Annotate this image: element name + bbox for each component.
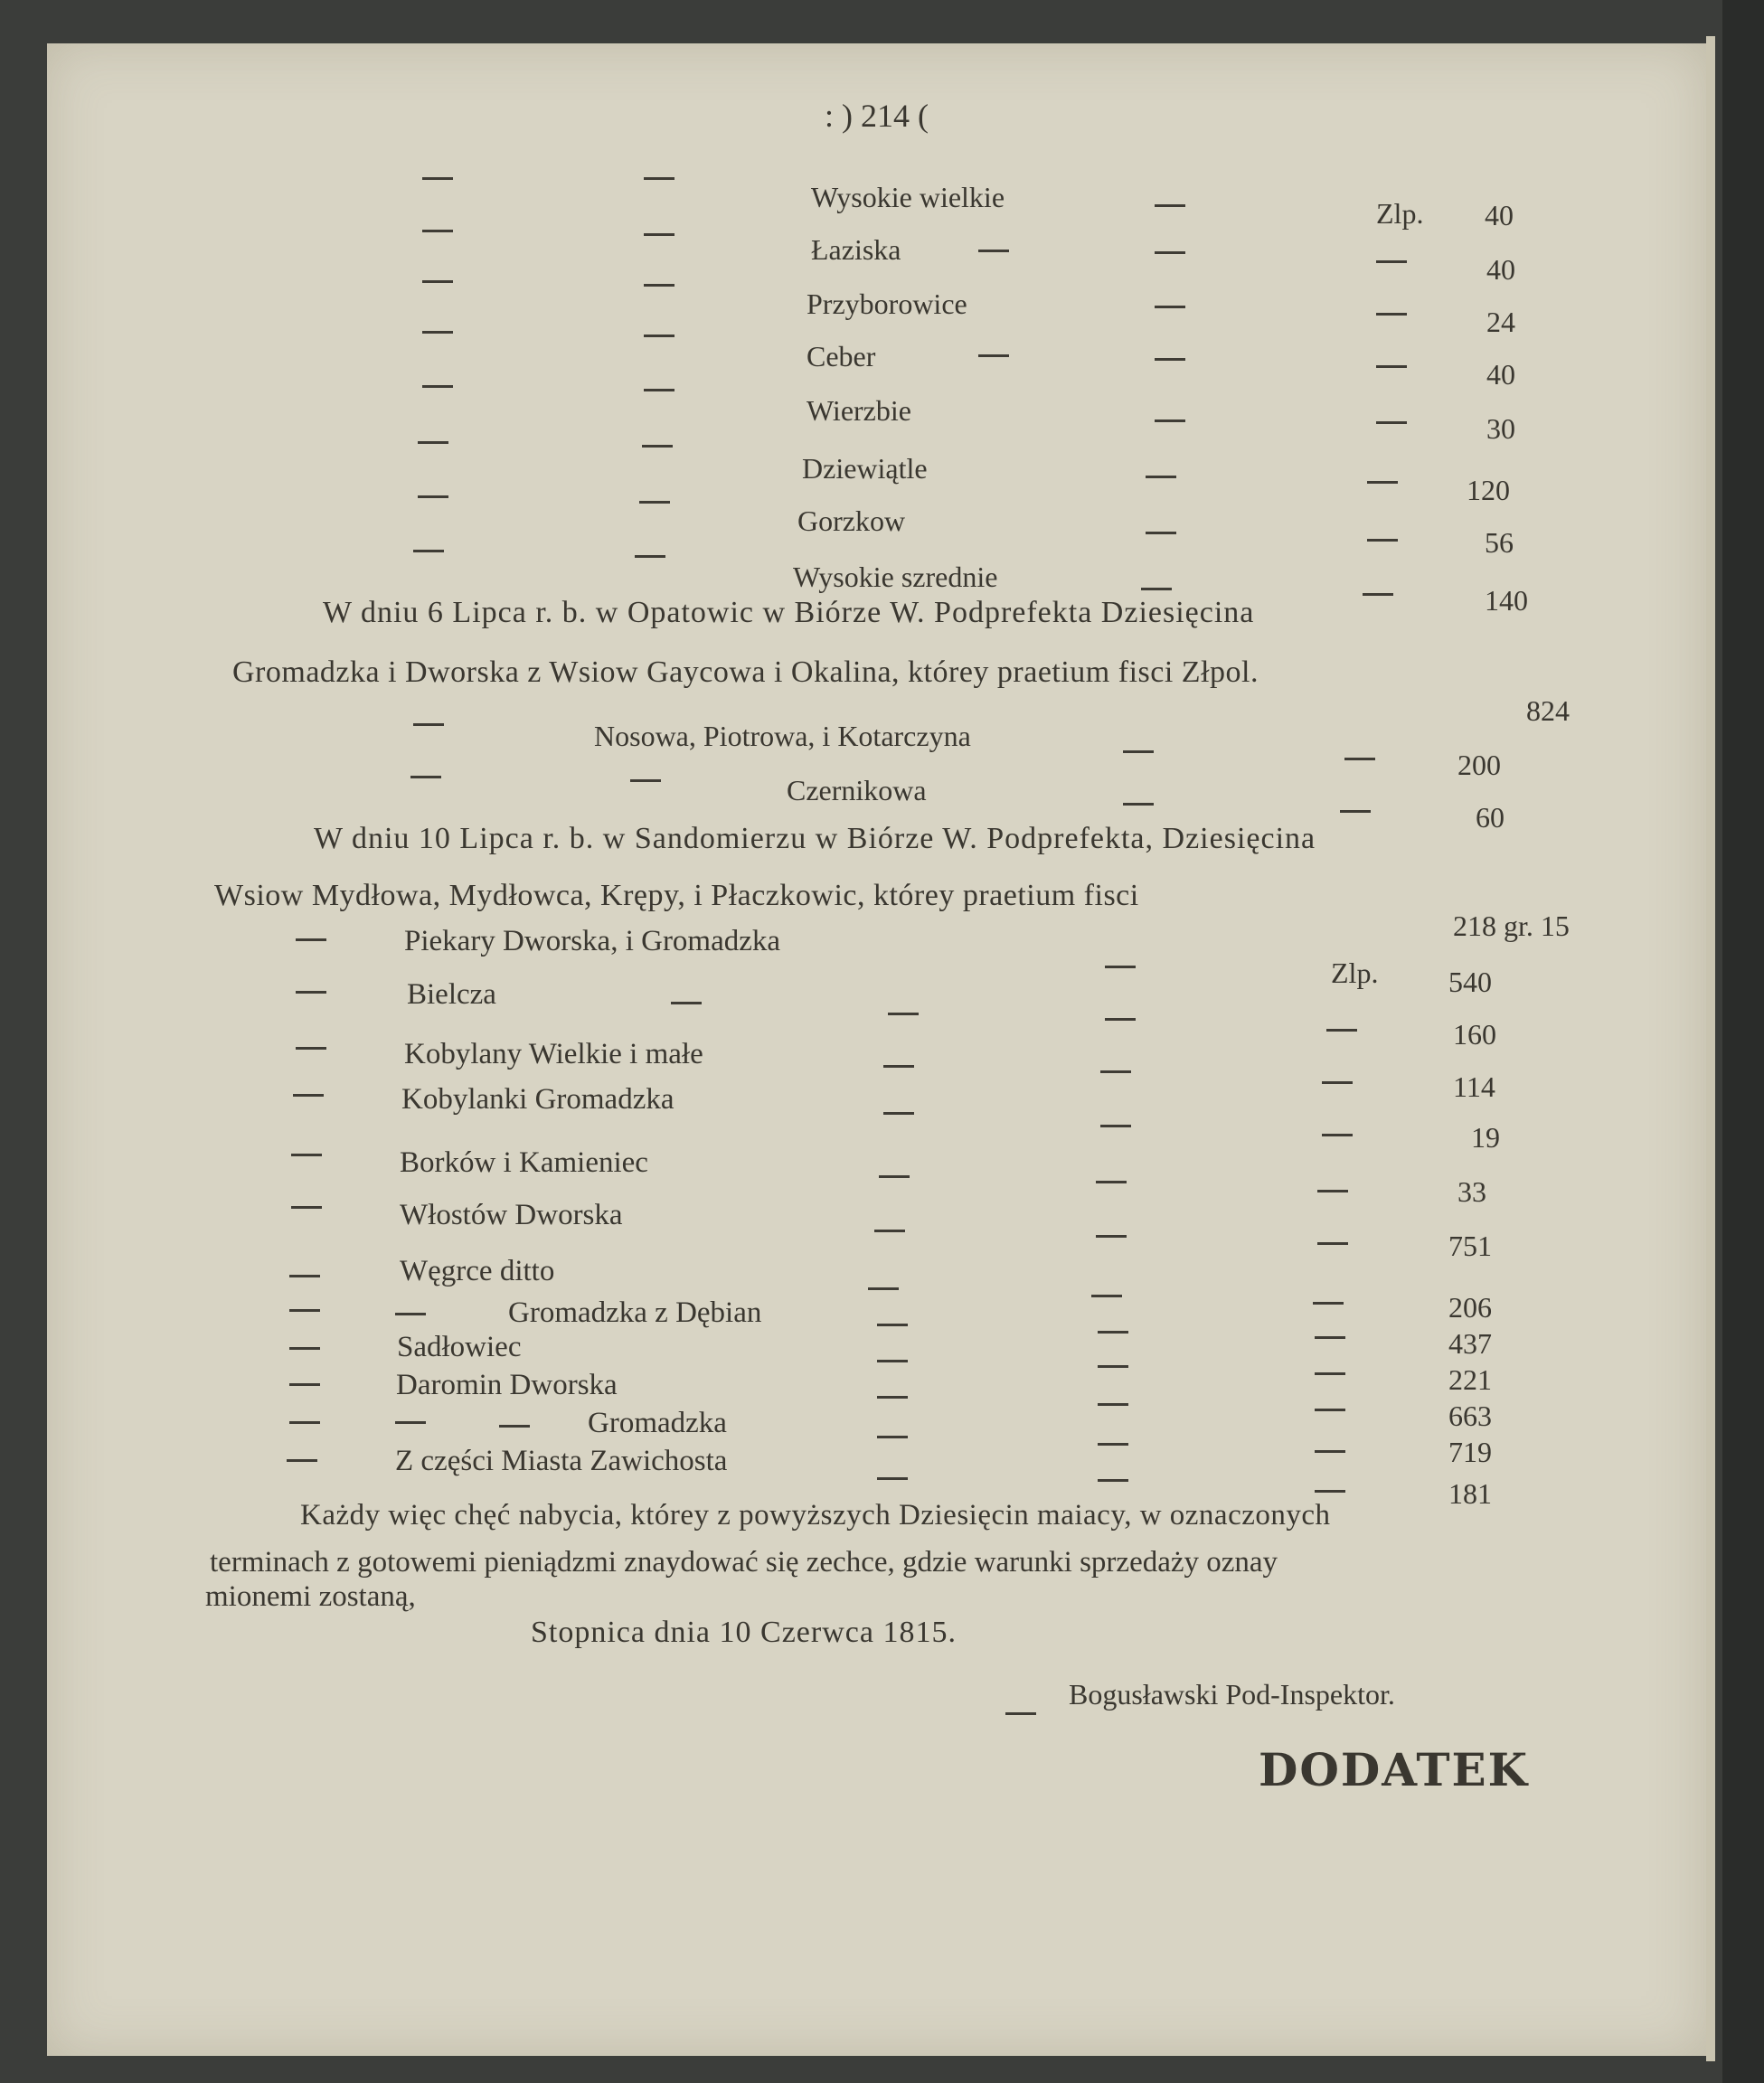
ditto-mark (888, 1013, 919, 1015)
announcement-line: Wsiow Mydłowa, Mydłowca, Krępy, i Płaczkowic, którey praetium fisci (214, 879, 1139, 912)
ditto-mark (410, 776, 441, 778)
ditto-mark (413, 723, 444, 726)
ditto-mark (1105, 1018, 1136, 1021)
ditto-mark (630, 779, 661, 782)
ditto-mark (1315, 1490, 1345, 1493)
amount: 206 (1448, 1291, 1492, 1324)
ditto-mark (395, 1313, 426, 1315)
ditto-mark (1376, 260, 1407, 263)
ditto-mark (1091, 1295, 1122, 1297)
amount: 824 (1526, 694, 1570, 727)
ditto-mark (1146, 532, 1176, 534)
ditto-mark (978, 250, 1009, 252)
ditto-mark (644, 233, 674, 236)
ditto-mark (1096, 1235, 1127, 1238)
list-item: Gorzkow (797, 504, 906, 537)
amount: 19 (1471, 1121, 1500, 1154)
ditto-mark (1141, 588, 1172, 590)
unit-label: Zlp. (1376, 197, 1424, 230)
ditto-mark (296, 991, 326, 994)
ditto-mark (1367, 481, 1398, 484)
list-item: Ceber (807, 340, 876, 372)
list-item: Gromadzka z Dębian (508, 1296, 762, 1329)
ditto-mark (291, 1154, 322, 1156)
ditto-mark (1322, 1134, 1353, 1136)
announcement-line: Gromadzka i Dworska z Wsiow Gaycowa i Okalina, którey praetium fisci Złpol. (232, 655, 1259, 689)
list-item: Dziewiątle (802, 452, 928, 485)
ditto-mark (422, 230, 453, 232)
ditto-mark (1123, 750, 1154, 753)
announcement-line: W dniu 6 Lipca r. b. w Opatowic w Biórze W. Podprefekta Dziesięcina (323, 596, 1255, 629)
ditto-mark (1105, 966, 1136, 968)
ditto-mark (291, 1206, 322, 1209)
ditto-mark (1367, 539, 1398, 542)
ditto-mark (1100, 1125, 1131, 1127)
ditto-mark (1096, 1181, 1127, 1183)
ditto-mark (1376, 421, 1407, 424)
amount: 751 (1448, 1230, 1492, 1262)
ditto-mark (644, 284, 674, 287)
ditto-mark (1155, 358, 1185, 361)
ditto-mark (1340, 810, 1371, 813)
ditto-mark (293, 1094, 324, 1097)
unit-label: Zlp. (1331, 957, 1379, 989)
ditto-mark (422, 177, 453, 180)
ditto-mark (395, 1421, 426, 1424)
ditto-mark (1100, 1070, 1131, 1073)
amount: 114 (1453, 1070, 1495, 1103)
ditto-mark (671, 1002, 702, 1004)
footer-heading: DODATEK (1259, 1743, 1530, 1796)
list-item: Sadłowiec (397, 1331, 522, 1363)
ditto-mark (1376, 365, 1407, 368)
ditto-mark (635, 555, 665, 558)
ditto-mark (422, 385, 453, 388)
ditto-mark (1146, 476, 1176, 478)
ditto-mark (296, 1047, 326, 1050)
ditto-mark (1155, 419, 1185, 422)
ditto-mark (1005, 1712, 1036, 1715)
amount: 40 (1486, 358, 1515, 391)
ditto-mark (644, 177, 674, 180)
ditto-mark (874, 1230, 905, 1232)
list-item: Wysokie szrednie (793, 561, 998, 593)
date-line: Stopnica dnia 10 Czerwca 1815. (531, 1616, 957, 1649)
ditto-mark (418, 495, 448, 498)
ditto-mark (1322, 1081, 1353, 1084)
ditto-mark (1376, 313, 1407, 316)
ditto-mark (883, 1112, 914, 1115)
page-edge (1706, 36, 1715, 2061)
list-item: Borków i Kamieniec (400, 1146, 648, 1179)
ditto-mark (877, 1324, 908, 1326)
ditto-mark (1317, 1242, 1348, 1245)
list-item: Z części Miasta Zawichosta (395, 1445, 728, 1477)
amount: 30 (1486, 412, 1515, 445)
list-item: Daromin Dworska (396, 1369, 618, 1401)
ditto-mark (877, 1436, 908, 1438)
list-item: Kobylany Wielkie i małe (404, 1038, 703, 1070)
list-item: Piekary Dworska, i Gromadzka (404, 925, 781, 957)
ditto-mark (499, 1425, 530, 1428)
closing-line: Każdy więc chęć nabycia, którey z powyższych Dziesięcin maiacy, w oznaczonych (300, 1499, 1331, 1532)
amount: 200 (1457, 749, 1501, 781)
ditto-mark (418, 441, 448, 444)
ditto-mark (289, 1347, 320, 1350)
ditto-mark (422, 280, 453, 283)
signature: Bogusławski Pod-Inspektor. (1069, 1678, 1395, 1711)
ditto-mark (978, 354, 1009, 357)
amount: 437 (1448, 1327, 1492, 1360)
closing-line: mionemi zostaną, (205, 1580, 416, 1613)
ditto-mark (289, 1309, 320, 1312)
ditto-mark (1098, 1479, 1128, 1482)
ditto-mark (883, 1065, 914, 1068)
amount: 181 (1448, 1477, 1492, 1510)
ditto-mark (642, 445, 673, 448)
ditto-mark (1344, 758, 1375, 760)
list-item: Węgrce ditto (400, 1255, 555, 1287)
list-item: Gromadzka (588, 1407, 727, 1439)
announcement-line: W dniu 10 Lipca r. b. w Sandomierzu w Biórze W. Podprefekta, Dziesięcina (314, 822, 1316, 855)
ditto-mark (1098, 1331, 1128, 1334)
list-item: Wierzbie (807, 394, 911, 427)
list-item: Przyborowice (807, 287, 967, 320)
ditto-mark (644, 335, 674, 337)
amount: 663 (1448, 1400, 1492, 1432)
amount: 540 (1448, 966, 1492, 998)
ditto-mark (877, 1477, 908, 1480)
amount: 60 (1476, 801, 1505, 834)
amount: 160 (1453, 1018, 1496, 1051)
ditto-mark (1123, 803, 1154, 806)
ditto-mark (1098, 1443, 1128, 1446)
ditto-mark (639, 501, 670, 504)
amount: 719 (1448, 1436, 1492, 1468)
ditto-mark (1315, 1450, 1345, 1453)
ditto-mark (1098, 1403, 1128, 1406)
ditto-mark (422, 331, 453, 334)
page-number: : ) 214 ( (825, 98, 929, 134)
ditto-mark (287, 1459, 317, 1462)
ditto-mark (1315, 1372, 1345, 1375)
book-binding (1722, 0, 1764, 2083)
ditto-mark (289, 1421, 320, 1424)
ditto-mark (1363, 593, 1393, 596)
amount: 56 (1485, 526, 1514, 559)
ditto-mark (1155, 204, 1185, 207)
ditto-mark (1155, 251, 1185, 254)
list-item: Nosowa, Piotrowa, i Kotarczyna (594, 720, 971, 752)
ditto-mark (1098, 1365, 1128, 1368)
list-item: Kobylanki Gromadzka (401, 1083, 674, 1116)
ditto-mark (1317, 1190, 1348, 1192)
ditto-mark (644, 389, 674, 391)
ditto-mark (877, 1360, 908, 1362)
list-item: Łaziska (811, 233, 901, 266)
list-item: Włostów Dworska (400, 1199, 623, 1231)
amount: 33 (1457, 1175, 1486, 1208)
ditto-mark (879, 1175, 910, 1178)
amount: 40 (1486, 253, 1515, 286)
ditto-mark (296, 938, 326, 941)
amount: 40 (1485, 199, 1514, 231)
ditto-mark (877, 1396, 908, 1399)
ditto-mark (1155, 306, 1185, 308)
ditto-mark (1315, 1336, 1345, 1339)
amount: 120 (1467, 474, 1510, 506)
ditto-mark (1315, 1409, 1345, 1411)
amount: 218 gr. 15 (1453, 910, 1570, 942)
closing-line: terminach z gotowemi pieniądzmi znaydować się zechce, gdzie warunki sprzedaży oznay (210, 1546, 1278, 1579)
ditto-mark (289, 1383, 320, 1386)
ditto-mark (868, 1287, 899, 1290)
ditto-mark (413, 550, 444, 552)
list-item: Wysokie wielkie (811, 181, 1005, 213)
document-page (47, 43, 1706, 2056)
list-item: Bielcza (407, 978, 496, 1011)
ditto-mark (289, 1275, 320, 1277)
ditto-mark (1313, 1302, 1344, 1305)
list-item: Czernikowa (787, 774, 927, 806)
amount: 140 (1485, 584, 1528, 617)
ditto-mark (1326, 1029, 1357, 1032)
amount: 221 (1448, 1363, 1492, 1396)
amount: 24 (1486, 306, 1515, 338)
